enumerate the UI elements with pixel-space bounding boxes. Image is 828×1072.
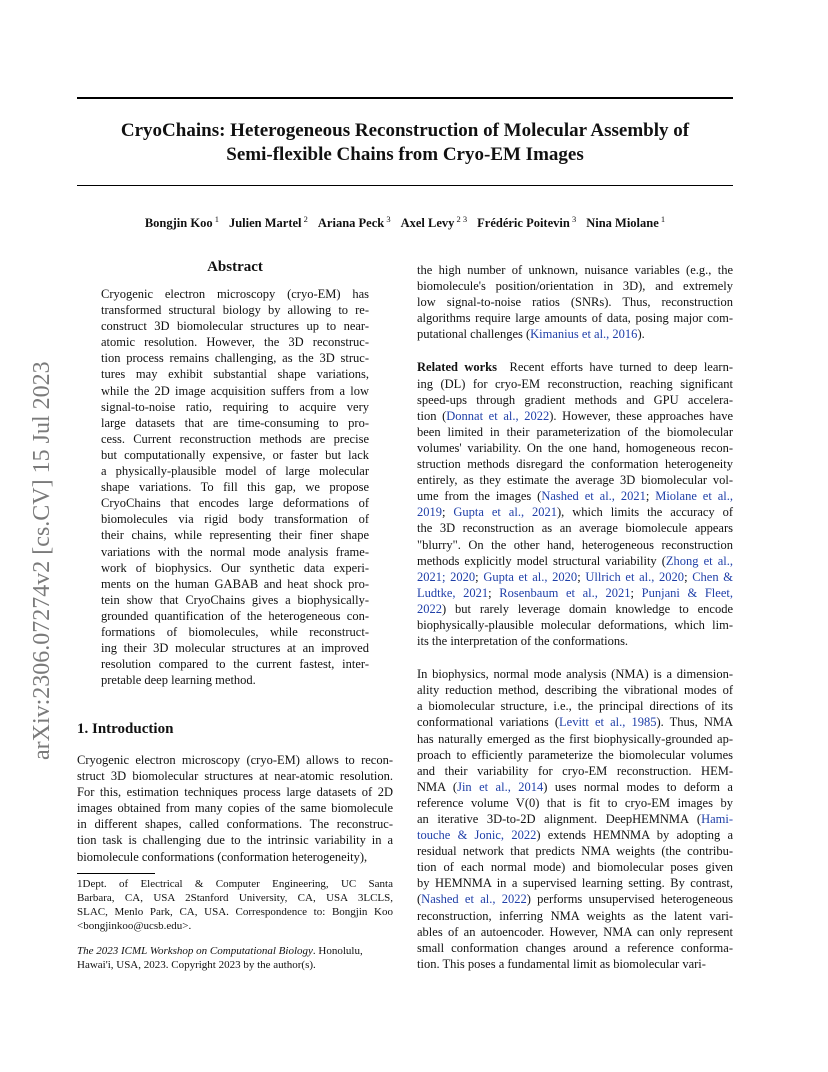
text-line: small conformation changes around a reference conforma- (417, 940, 733, 955)
text-line: and their variability for cryo-EM reconstruction. HEM- (417, 763, 733, 778)
text-line: entirely, as they estimate the average 3D biomolecular vol- (417, 473, 733, 488)
text-line: tion (Donnat et al., 2022). However, these approaches have (417, 408, 734, 423)
title-bottom-rule (77, 185, 733, 186)
text-line: 2022) but rarely leverage domain knowledge to encode (417, 601, 733, 616)
citation-link[interactable]: Jin et al., 2014 (457, 779, 544, 794)
text-line: For this, estimation techniques process large datasets of 2D (77, 785, 393, 800)
citation-link[interactable]: Punjani & Fleet, (641, 585, 733, 600)
text-line: volumes' variability. On the one hand, homogeneous recon- (417, 440, 733, 455)
abstract-heading: Abstract (207, 259, 263, 275)
nma-paragraph (417, 666, 733, 972)
author-affiliation-mark: 1 (658, 214, 666, 224)
citation-link[interactable]: Kimanius et al., 2016 (530, 327, 638, 342)
footnote-line: Barbara, CA, USA 2Stanford University, CA, USA 3LCLS, (77, 892, 393, 904)
text-line: Cryogenic electron microscopy (cryo-EM) allows to recon- (77, 753, 393, 767)
text-line: cess. Current reconstruction methods are precise (101, 431, 369, 446)
citation-link[interactable]: Zhong et al., (665, 553, 733, 568)
author-name: Bongjin Koo $^1$ (144, 214, 219, 231)
citation-link[interactable]: Ludtke, 2021 (417, 585, 489, 600)
affiliation-footnote (77, 877, 393, 933)
text-line: images obtained from many copies of the same biomolecule (77, 801, 393, 816)
citation-link[interactable]: Ullrich et al., 2020 (585, 569, 685, 584)
author-affiliation-mark: 2 3 (454, 214, 468, 224)
text-line: reference volume V(0) that is fit to cryo-EM images by (417, 795, 733, 810)
workshop-details: . Honolulu, Hawai'i, USA, 2023. Copyright 2023 by the author(s). (77, 945, 363, 971)
text-line: putational challenges (Kimanius et al., 2016). (417, 327, 645, 342)
author-affiliation-mark: 3 (569, 214, 577, 224)
text-line: by HEMNMA in a supervised learning setting. By contrast, (417, 876, 733, 891)
text-line: low signal-to-noise ratios (SNRs). Thus, reconstruction (417, 295, 733, 310)
text-line: the high number of unknown, nuisance variables (e.g., the (417, 263, 733, 277)
citation-link[interactable]: Miolane et al., (655, 489, 733, 504)
citation-link[interactable]: Chen & (692, 569, 734, 584)
text-line: tion task is challenging due to the intrinsic variability in a (77, 833, 393, 848)
author-name: Ariana Peck $^3$ (317, 214, 391, 231)
citation-link[interactable]: Hami- (701, 812, 733, 826)
text-line: struct 3D biomolecular structures at near-atomic resolution. (77, 769, 393, 784)
related-works-paragraph (417, 359, 733, 649)
paragraph-1 (417, 262, 733, 342)
author-name: Frédéric Poitevin $^3$ (477, 214, 577, 231)
citation-link[interactable]: Gupta et al., 2020 (483, 569, 578, 584)
paper-title (77, 119, 733, 167)
abstract-body (101, 286, 369, 688)
right-column (417, 262, 733, 989)
author-name: Julien Martel $^2$ (228, 214, 308, 231)
citation-link[interactable]: 2021; 2020 (417, 569, 476, 584)
text-line: the 3D reconstruction as an average biomolecule appears (417, 521, 733, 536)
text-line: biomolecule conformations (conformation heterogeneity), (77, 849, 368, 864)
citation-link[interactable]: 2022 (417, 601, 442, 616)
footnote-line: SLAC, Menlo Park, CA, USA. Correspondence to: Bongjin Koo (77, 906, 393, 918)
text-line: biophysically-plausible molecular deformations, which lim- (417, 617, 733, 632)
title-line-1: CryoChains: Heterogeneous Reconstruction of Molecular Assembly of (120, 120, 690, 141)
text-line: ality reduction method, describing the vibrational modes of (417, 683, 733, 698)
arxiv-stamp: arXiv:2306.07274v2 [cs.CV] 15 Jul 2023 (29, 361, 55, 760)
text-line: been limited in their parameterization of the biomolecular (417, 424, 733, 439)
text-line: touche & Jonic, 2022) extends HEMNMA by adopting a (417, 828, 733, 843)
text-line: a biomolecular structure, i.e., the principal directions of its (417, 699, 733, 714)
text-line: ments on the human GABAB and heat shock pro- (101, 576, 369, 591)
text-line: 2019; Gupta et al., 2021), which limits the accuracy of (417, 505, 734, 520)
author-affiliation-mark: 1 (212, 214, 219, 224)
introduction-body (77, 752, 393, 865)
text-line: tein show that CryoChains gives a biophysically- (101, 592, 369, 607)
top-rule (77, 97, 733, 99)
text-line: variations with the normal mode analysis frame- (101, 544, 369, 559)
text-line: residual network that predicts NMA weights (the contribu- (417, 844, 733, 859)
text-line: tion of each normal mode) and biomolecular poses given (417, 860, 733, 875)
author-name: Nina Miolane $^1$ (586, 214, 666, 231)
author-name: Axel Levy $^{2 3}$ (400, 214, 468, 231)
text-line: construct 3D biomolecular structures up to near- (101, 319, 369, 334)
footnote-line: 1Dept. of Electrical & Computer Engineering, UC Santa (77, 878, 393, 890)
text-line: has naturally emerged as the first biophysically-grounded ap- (417, 731, 733, 746)
text-line: proach to efficiently parameterize the biomolecular volumes (417, 747, 733, 762)
text-line: biomolecule's position/orientation in 3D), and extremely (417, 279, 733, 294)
text-line: resolution compared to the current fastest, inter- (101, 657, 369, 672)
text-line: CryoChains that encodes large deformations of (101, 496, 369, 511)
text-line: ables of an autoencoder. However, NMA can only represent (417, 924, 733, 939)
workshop-name: The 2023 ICML Workshop on Computational Biology (77, 945, 313, 957)
text-line: shape variations. To fill this gap, we propose (101, 480, 369, 495)
text-line: ing their 3D molecular structures at an improved (101, 641, 369, 656)
introduction-heading: 1. Introduction (77, 721, 174, 737)
text-line: pretable deep learning method. (101, 673, 256, 688)
text-line: tion process remains challenging, as the 3D struc- (101, 351, 369, 366)
text-line: "blurry". On the other hand, heterogeneous reconstruction (417, 537, 733, 552)
text-line: grounded quantification of the heterogeneous con- (101, 608, 369, 623)
text-line: ume from the images (Nashed et al., 2021; Miolane et al., (417, 489, 733, 504)
text-line: 2021; 2020; Gupta et al., 2020; Ullrich et al., 2020; Chen & (417, 569, 734, 584)
text-line: Related works Recent efforts have turned to deep learn- (417, 360, 733, 375)
text-line: ing (DL) for cryo-EM reconstruction, reaching significant (417, 376, 733, 391)
text-line: large datasets that are time-consuming to pro- (101, 415, 369, 430)
author-list (77, 214, 733, 231)
workshop-note (77, 944, 393, 972)
text-line: but computationally expensive, or faster but lack (101, 447, 369, 462)
text-line: atomic resolution. However, the 3D reconstruc- (101, 335, 369, 350)
text-line: algorithms require large amounts of data, posing major com- (417, 311, 733, 326)
text-line: conformational variations (Levitt et al., 1985). Thus, NMA (417, 715, 733, 730)
correspondence-email[interactable]: <bongjinkoo@ucsb.edu>. (77, 920, 192, 932)
citation-link[interactable]: touche & Jonic, 2022 (417, 828, 537, 843)
citation-link[interactable]: Rosenbaum et al., 2021 (499, 585, 631, 600)
citation-link[interactable]: Nashed et al., 2022 (421, 892, 527, 907)
text-line: speed-ups through gradient methods and GPU accelera- (417, 392, 733, 407)
text-line: tion. This poses a fundamental limit as biomolecular vari- (417, 956, 706, 971)
citation-link[interactable]: 2019 (417, 505, 442, 520)
text-line: formations of biomolecules, while reconstruct- (101, 624, 369, 639)
text-line: an iterative 3D-to-2D alignment. DeepHEMNMA (Hami- (417, 812, 733, 826)
text-line: struction methods disregard the conformation heterogeneity (417, 457, 733, 472)
title-line-2: Semi-flexible Chains from Cryo-EM Images (226, 144, 584, 165)
text-line: in different shapes, called conformations. The reconstruc- (77, 817, 393, 832)
footnote-rule (77, 873, 155, 874)
text-line: Ludtke, 2021; Rosenbaum et al., 2021; Punjani & Fleet, (417, 585, 733, 600)
author-affiliation-mark: 3 (384, 214, 391, 224)
text-line: In biophysics, normal mode analysis (NMA) is a dimension- (417, 667, 733, 682)
citation-link[interactable]: Gupta et al., 2021 (453, 505, 558, 520)
citation-link[interactable]: Levitt et al., 1985 (559, 715, 657, 730)
author-affiliation-mark: 2 (301, 214, 308, 224)
text-line: NMA (Jin et al., 2014) uses normal modes to deform a (417, 779, 733, 794)
text-line: a physically-plausible model of large molecular (101, 464, 369, 479)
text-line: its the interpretation of the conformations. (417, 634, 629, 649)
text-line: methods explicitly model structural variability (Zhong et al., (417, 553, 733, 568)
text-line: signal-to-noise ratio, requiring to acquire very (101, 399, 369, 414)
text-line: while the 2D image acquisition suffers from a low (101, 383, 369, 398)
text-line: work of biophysics. Our synthetic data experi- (101, 560, 369, 575)
text-line: reconstruction, inferring NMA weights as the latent vari- (417, 908, 733, 923)
citation-link[interactable]: Nashed et al., 2021 (541, 489, 646, 504)
related-works-heading: Related works (417, 360, 497, 375)
text-line: Cryogenic electron microscopy (cryo-EM) has (101, 287, 369, 301)
text-line: their chains, while representing their finer shape (101, 528, 369, 543)
citation-link[interactable]: Donnat et al., 2022 (446, 408, 550, 423)
text-line: tures may exhibit substantial shape variations, (101, 367, 369, 382)
text-line: (Nashed et al., 2022) performs unsupervised heterogeneous (417, 892, 733, 907)
text-line: transformed structural biology by allowing to re- (101, 303, 369, 318)
text-line: biomolecules via rigid body transformation of (101, 512, 369, 527)
